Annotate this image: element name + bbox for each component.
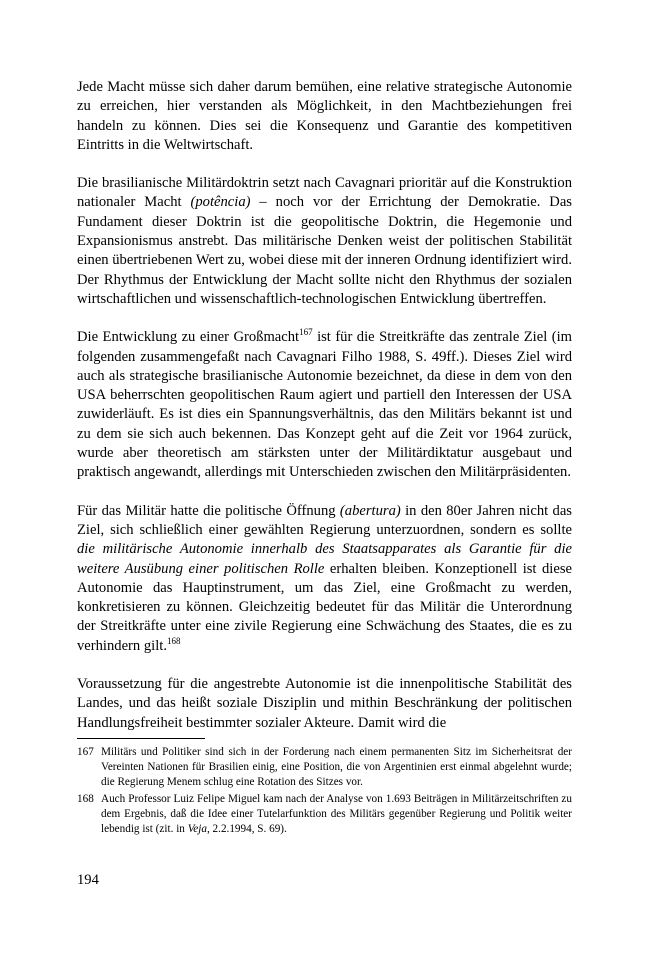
- footnote-168: [77, 792, 572, 836]
- paragraph-text: Voraussetzung für die angestrebte Autonomie ist die innenpolitische Stabilität des Landes, und das heißt soziale Disziplin und mithin Beschränkung der politischen Handlungsfreiheit bestimmter sozialer Akteure. Damit wird die: [77, 676, 572, 731]
- footnote-text: Militärs und Politiker sind sich in der Forderung nach einem permanenten Sitz im Sicherheitsrat der Vereinten Nationen für Brasilien einig, eine Position, die von Argentinien erst einmal abgelehnt wurde; die Regierung Menem schlug eine Rotation des Sitzes vor.: [101, 746, 572, 788]
- footnote-text: , 2.2.1994, S. 69).: [206, 822, 287, 835]
- body-text: [77, 78, 572, 733]
- footnote-divider: [77, 738, 205, 739]
- footnote-text: Auch Professor Luiz Felipe Miguel kam nach der Analyse von 1.693 Beiträgen in Militärzeitschriften zu dem Ergebnis, daß die Idee einer Tutelarfunktion des Militärs gegenüber Regierung und Politik weiter lebendig ist (zit. in: [101, 793, 572, 835]
- paragraph-text: ist für die Streitkräfte das zentrale Ziel (im folgenden zusammengefaßt nach Cavagnari Filho 1988, S. 49ff.). Dieses Ziel wird auch als strategische brasilianische Autonomie bezeichnet, da diese in dem von den USA beherrschten geopolitischen Raum agiert und partiell den Interessen der USA zuwiderläuft. Es ist dies ein Spannungsverhältnis, das den Militärs bekannt ist und zu dem sie sich auch bekennen. Das Konzept geht auf die Zeit vor 1964 zurück, wurde aber theoretisch am stärksten unter der Militärdiktatur ausgebaut und praktisch angewandt, allerdings mit Unterschieden zwischen den Militärpräsidenten.: [77, 329, 572, 481]
- paragraph-text: erhalten bleiben. Konzeptionell ist diese Autonomie das Hauptinstrument, um das Ziel, eine Großmacht zu werden, konkretisieren zu können. Gleichzeitig bedeutet für das Militär die Unterordnung der Streitkräfte unter eine zivile Regierung eine Schwächung des Staates, die es zu verhindern gilt.: [77, 560, 572, 654]
- italic-term: (abertura): [339, 502, 401, 519]
- italic-term: (potência): [190, 194, 251, 211]
- paragraph-text: Die brasilianische Militärdoktrin setzt nach Cavagnari prioritär auf die Konstruktion nationaler Macht: [77, 175, 572, 211]
- paragraph-text: Die Entwicklung zu einer Großmacht: [77, 329, 300, 346]
- footnote-number: 168: [77, 793, 94, 806]
- footnote-ref-168: 168: [166, 635, 181, 646]
- footnote-ref-167: 167: [299, 327, 313, 338]
- italic-source: Veja: [187, 822, 207, 835]
- italic-emphasis: die militärische Autonomie innerhalb des Staatsapparates als Garantie für die weitere Ausübung einer politischen Rolle: [77, 541, 572, 577]
- paragraph-text: Für das Militär hatte die politische Öffnung: [77, 502, 340, 519]
- footnote-number: 167: [77, 746, 94, 758]
- paragraph-text: Jede Macht müsse sich daher darum bemühen, eine relative strategische Autonomie zu erreichen, hier verstanden als Möglichkeit, in den Machtbeziehungen frei handeln zu können. Dies sei die Konsequenz und Garantie des kompetitiven Eintritts in die Weltwirtschaft.: [77, 79, 572, 153]
- paragraph-2: [77, 174, 572, 309]
- page-number: 194: [77, 872, 99, 888]
- footnotes: [77, 745, 572, 840]
- paragraph-3: [77, 328, 572, 482]
- paragraph-text: in den 80er Jahren nicht das Ziel, sich schließlich einer gewählten Regierung unterzuordnen, sondern es sollte: [77, 502, 572, 538]
- paragraph-text: – noch vor der Errichtung der Demokratie. Das Fundament dieser Doktrin ist die geopolitische Doktrin, die Hegemonie und Expansionismus anstrebt. Das militärische Denken weist der politischen Stabilität einen übertriebenen Wert zu, wobei diese mit der inneren Ordnung identifiziert wird. Der Rhythmus der Entwicklung der Macht sollte nicht den Rhythmus der sozialen wirtschaftlichen und wissenschaftlich-technologischen Entwicklung übertreffen.: [77, 194, 572, 307]
- paragraph-1: [77, 78, 572, 155]
- paragraph-4: [77, 502, 572, 656]
- footnote-167: [77, 745, 572, 789]
- paragraph-5: [77, 675, 572, 733]
